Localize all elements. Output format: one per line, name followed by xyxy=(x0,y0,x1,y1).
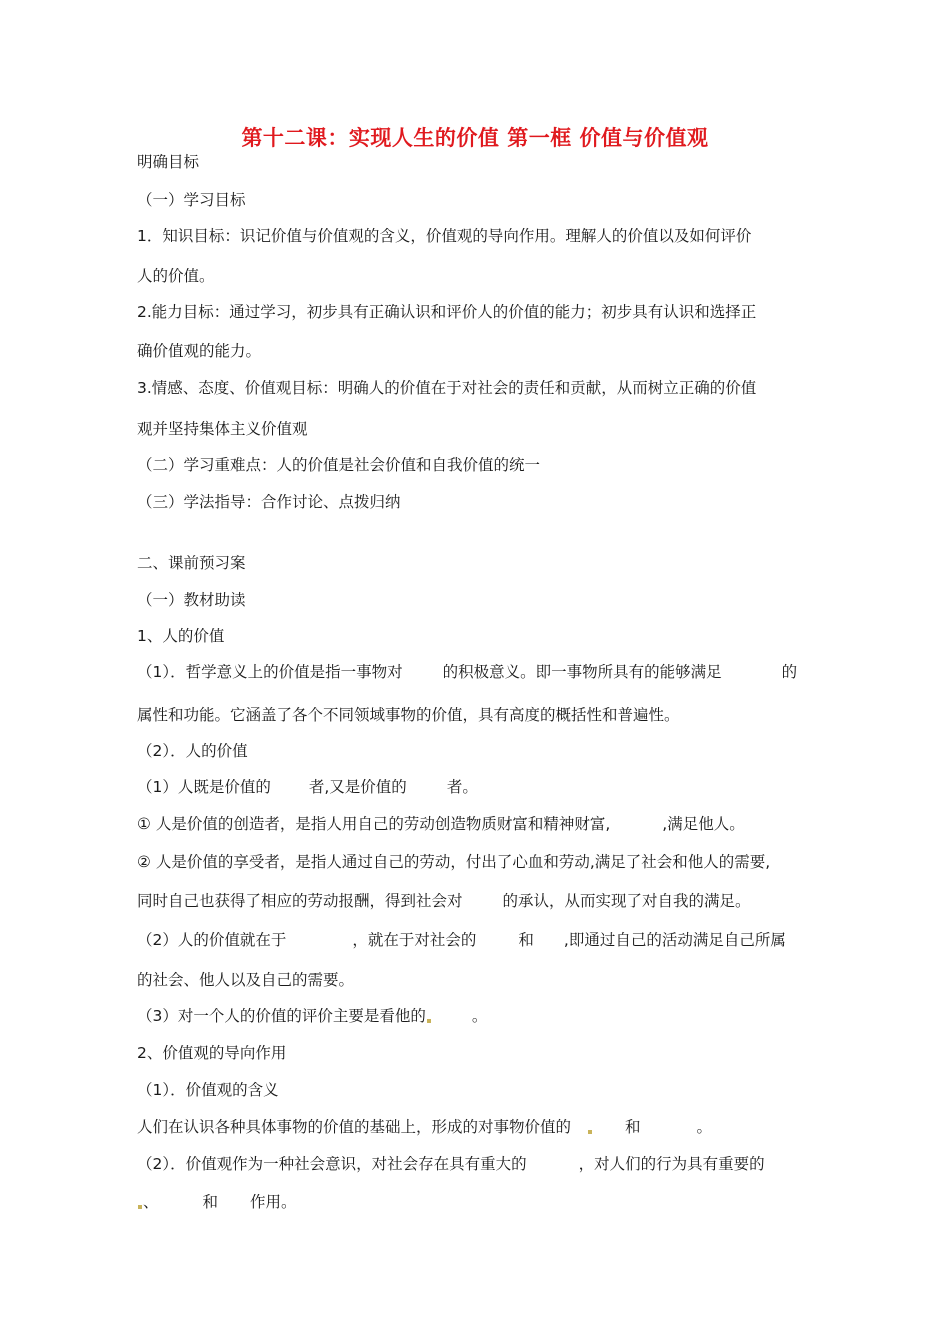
text-line: 的社会、他人以及自己的需要。 xyxy=(137,971,355,989)
text-line: 1、人的价值 xyxy=(137,627,225,645)
subheading-learning-goals: （一）学习目标 xyxy=(137,191,246,209)
text-line: （2）．人的价值 xyxy=(137,742,248,760)
page-title: 第十二课：实现人生的价值 第一框 价值与价值观 xyxy=(241,126,709,150)
fill-blank-line: （1）人既是价值的 者,又是价值的 者。 xyxy=(137,778,478,796)
scan-mark xyxy=(427,1019,431,1023)
subheading-textbook: （一）教材助读 xyxy=(137,591,246,609)
section-heading-goals: 明确目标 xyxy=(137,153,200,171)
fill-blank-line: 同时自己也获得了相应的劳动报酬，得到社会对 的承认，从而实现了对自我的满足。 xyxy=(137,892,751,910)
fill-blank-line: ① 人是价值的创造者，是指人用自己的劳动创造物质财富和精神财富, ,满足他人。 xyxy=(137,815,745,833)
scan-mark xyxy=(588,1130,592,1134)
text-line: 2.能力目标：通过学习，初步具有正确认识和评价人的价值的能力；初步具有认识和选择正 xyxy=(137,303,757,321)
fill-blank-line: 人们在认识各种具体事物的价值的基础上，形成的对事物价值的 和 。 xyxy=(137,1118,713,1136)
fill-blank-line: （2）人的价值就在于 ，就在于对社会的 和 ,即通过自己的活动满足自己所属 xyxy=(137,931,786,949)
section-heading-preview: 二、课前预习案 xyxy=(137,554,246,572)
text-line: ② 人是价值的享受者，是指人通过自己的劳动，付出了心血和劳动,满足了社会和他人的需要, xyxy=(137,853,771,871)
text-line: 2、价值观的导向作用 xyxy=(137,1044,287,1062)
fill-blank-line: （3）对一个人的价值的评价主要是看他的 。 xyxy=(137,1007,488,1025)
text-line: 人的价值。 xyxy=(137,267,215,285)
text-line: （二）学习重难点：人的价值是社会价值和自我价值的统一 xyxy=(137,456,541,474)
fill-blank-line: （2）．价值观作为一种社会意识，对社会存在具有重大的 ，对人们的行为具有重要的 xyxy=(137,1155,765,1173)
text-line: 确价值观的能力。 xyxy=(137,342,262,360)
text-line: 1．知识目标：识记价值与价值观的含义，价值观的导向作用。理解人的价值以及如何评价 xyxy=(137,227,752,245)
text-line: 观并坚持集体主义价值观 xyxy=(137,420,308,438)
text-line: （三）学法指导：合作讨论、点拨归纳 xyxy=(137,493,401,511)
text-line: 3.情感、态度、价值观目标：明确人的价值在于对社会的责任和贡献，从而树立正确的价值 xyxy=(137,379,757,397)
text-line: 属性和功能。它涵盖了各个不同领域事物的价值，具有高度的概括性和普遍性。 xyxy=(137,706,680,724)
scan-mark xyxy=(138,1205,142,1209)
fill-blank-line: 、 和 作用。 xyxy=(137,1192,297,1212)
text-line: （1）．价值观的含义 xyxy=(137,1081,279,1099)
fill-blank-line: （1）．哲学意义上的价值是指一事物对 的积极意义。即一事物所具有的能够满足 的 xyxy=(137,663,798,681)
